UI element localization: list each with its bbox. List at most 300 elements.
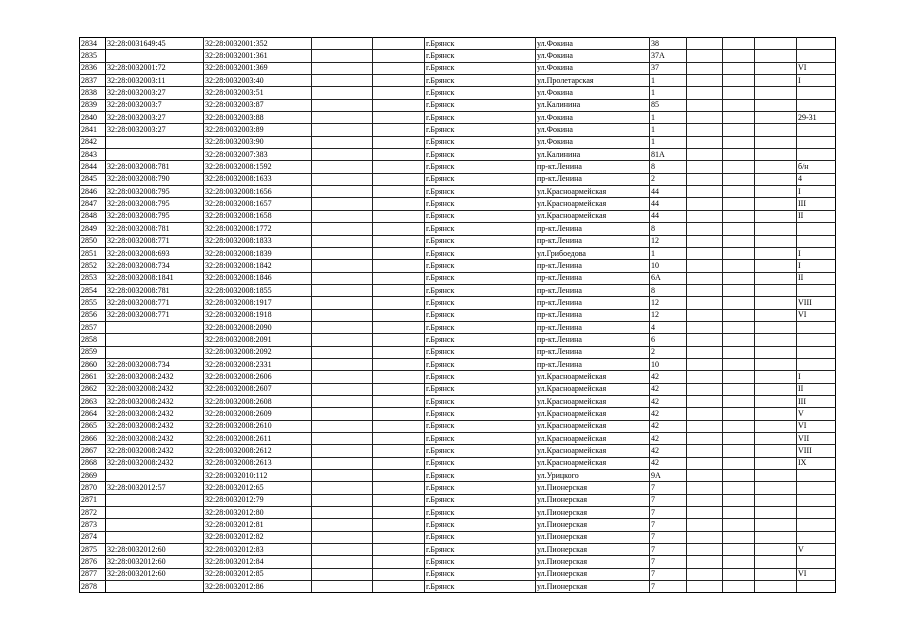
empty-cell: [687, 420, 723, 432]
house-number-cell: 2: [650, 173, 687, 185]
empty-cell: [312, 395, 373, 407]
cadastral-number-cell: 32:28:0032001:369: [204, 62, 312, 74]
empty-cell: [312, 50, 373, 62]
empty-cell: [723, 544, 755, 556]
house-number-cell: 1: [650, 124, 687, 136]
empty-cell: [687, 383, 723, 395]
empty-cell: [312, 38, 373, 50]
table-row: [80, 112, 836, 124]
premises-number-cell: [797, 531, 836, 543]
empty-cell: [312, 297, 373, 309]
parent-cadastral-number-cell: 32:28:0032012:57: [106, 482, 204, 494]
empty-cell: [312, 358, 373, 370]
street-cell: ул.Красноармейская: [536, 395, 650, 407]
empty-cell: [312, 173, 373, 185]
cadastral-number-cell: 32:28:0032008:1918: [204, 309, 312, 321]
table-row: [80, 186, 836, 198]
house-number-cell: 7: [650, 531, 687, 543]
empty-cell: [755, 457, 797, 469]
street-cell: ул.Фокина: [536, 38, 650, 50]
cadastral-number-cell: 32:28:0032008:2607: [204, 383, 312, 395]
row-number-cell: 2853: [80, 272, 106, 284]
empty-cell: [687, 371, 723, 383]
empty-cell: [312, 346, 373, 358]
street-cell: ул.Пионерская: [536, 482, 650, 494]
row-number-cell: 2871: [80, 494, 106, 506]
empty-cell: [312, 272, 373, 284]
empty-cell: [312, 75, 373, 87]
parent-cadastral-number-cell: [106, 136, 204, 148]
premises-number-cell: III: [797, 395, 836, 407]
premises-number-cell: [797, 507, 836, 519]
parent-cadastral-number-cell: 32:28:0032008:1841: [106, 272, 204, 284]
table-row: [80, 235, 836, 247]
empty-cell: [312, 433, 373, 445]
house-number-cell: 42: [650, 408, 687, 420]
empty-cell: [312, 519, 373, 531]
row-number-cell: 2857: [80, 321, 106, 333]
empty-cell: [723, 136, 755, 148]
empty-cell: [755, 383, 797, 395]
empty-cell: [373, 581, 425, 593]
empty-cell: [723, 408, 755, 420]
empty-cell: [373, 445, 425, 457]
house-number-cell: 10: [650, 358, 687, 370]
cadastral-number-cell: 32:28:0032012:79: [204, 494, 312, 506]
empty-cell: [687, 223, 723, 235]
house-number-cell: 7: [650, 482, 687, 494]
city-cell: г.Брянск: [425, 272, 536, 284]
city-cell: г.Брянск: [425, 519, 536, 531]
parent-cadastral-number-cell: 32:28:0032008:693: [106, 247, 204, 259]
empty-cell: [723, 334, 755, 346]
cadastral-number-cell: 32:28:0032012:84: [204, 556, 312, 568]
house-number-cell: 81А: [650, 149, 687, 161]
house-number-cell: 7: [650, 556, 687, 568]
premises-number-cell: VII: [797, 433, 836, 445]
row-number-cell: 2863: [80, 395, 106, 407]
parent-cadastral-number-cell: 32:28:0032008:2432: [106, 408, 204, 420]
row-number-cell: 2841: [80, 124, 106, 136]
city-cell: г.Брянск: [425, 556, 536, 568]
cadastral-number-cell: 32:28:0032008:1656: [204, 186, 312, 198]
empty-cell: [373, 519, 425, 531]
city-cell: г.Брянск: [425, 223, 536, 235]
city-cell: г.Брянск: [425, 235, 536, 247]
empty-cell: [373, 75, 425, 87]
empty-cell: [687, 544, 723, 556]
house-number-cell: 42: [650, 457, 687, 469]
city-cell: г.Брянск: [425, 87, 536, 99]
empty-cell: [373, 482, 425, 494]
row-number-cell: 2861: [80, 371, 106, 383]
empty-cell: [755, 75, 797, 87]
parent-cadastral-number-cell: [106, 494, 204, 506]
street-cell: ул.Пролетарская: [536, 75, 650, 87]
street-cell: ул.Красноармейская: [536, 433, 650, 445]
city-cell: г.Брянск: [425, 284, 536, 296]
street-cell: ул.Красноармейская: [536, 408, 650, 420]
premises-number-cell: [797, 87, 836, 99]
parent-cadastral-number-cell: 32:28:0032008:2432: [106, 445, 204, 457]
street-cell: ул.Калинина: [536, 99, 650, 111]
empty-cell: [755, 581, 797, 593]
empty-cell: [755, 62, 797, 74]
city-cell: г.Брянск: [425, 136, 536, 148]
street-cell: ул.Пионерская: [536, 581, 650, 593]
empty-cell: [312, 457, 373, 469]
empty-cell: [723, 383, 755, 395]
row-number-cell: 2868: [80, 457, 106, 469]
cadastral-number-cell: 32:28:0032008:2092: [204, 346, 312, 358]
cadastral-number-cell: 32:28:0032003:90: [204, 136, 312, 148]
premises-number-cell: V: [797, 408, 836, 420]
table-row: [80, 383, 836, 395]
parent-cadastral-number-cell: 32:28:0032003:27: [106, 112, 204, 124]
row-number-cell: 2862: [80, 383, 106, 395]
empty-cell: [723, 395, 755, 407]
empty-cell: [312, 321, 373, 333]
row-number-cell: 2867: [80, 445, 106, 457]
parent-cadastral-number-cell: 32:28:0032008:734: [106, 358, 204, 370]
empty-cell: [687, 124, 723, 136]
empty-cell: [723, 149, 755, 161]
cadastral-number-cell: 32:28:0032008:1833: [204, 235, 312, 247]
city-cell: г.Брянск: [425, 568, 536, 580]
premises-number-cell: IX: [797, 457, 836, 469]
table-row: [80, 272, 836, 284]
empty-cell: [723, 494, 755, 506]
empty-cell: [373, 395, 425, 407]
cadastral-number-cell: 32:28:0032001:361: [204, 50, 312, 62]
empty-cell: [312, 62, 373, 74]
table-row: [80, 223, 836, 235]
table-row: [80, 136, 836, 148]
house-number-cell: 37А: [650, 50, 687, 62]
empty-cell: [755, 223, 797, 235]
empty-cell: [312, 124, 373, 136]
empty-cell: [373, 433, 425, 445]
empty-cell: [687, 334, 723, 346]
empty-cell: [755, 173, 797, 185]
empty-cell: [687, 482, 723, 494]
house-number-cell: 7: [650, 544, 687, 556]
cadastral-number-cell: 32:28:0032008:2606: [204, 371, 312, 383]
row-number-cell: 2854: [80, 284, 106, 296]
empty-cell: [755, 568, 797, 580]
row-number-cell: 2856: [80, 309, 106, 321]
empty-cell: [723, 531, 755, 543]
house-number-cell: 12: [650, 309, 687, 321]
empty-cell: [373, 371, 425, 383]
cadastral-number-cell: 32:28:0032008:1846: [204, 272, 312, 284]
empty-cell: [687, 210, 723, 222]
premises-number-cell: [797, 136, 836, 148]
empty-cell: [687, 297, 723, 309]
cadastral-number-cell: 32:28:0032001:352: [204, 38, 312, 50]
empty-cell: [312, 87, 373, 99]
city-cell: г.Брянск: [425, 581, 536, 593]
house-number-cell: 6А: [650, 272, 687, 284]
parent-cadastral-number-cell: 32:28:0032008:781: [106, 223, 204, 235]
empty-cell: [373, 223, 425, 235]
table-row: [80, 297, 836, 309]
city-cell: г.Брянск: [425, 470, 536, 482]
premises-number-cell: [797, 334, 836, 346]
empty-cell: [687, 136, 723, 148]
empty-cell: [687, 470, 723, 482]
city-cell: г.Брянск: [425, 124, 536, 136]
empty-cell: [687, 408, 723, 420]
empty-cell: [373, 420, 425, 432]
parent-cadastral-number-cell: 32:28:0032008:2432: [106, 420, 204, 432]
empty-cell: [373, 247, 425, 259]
city-cell: г.Брянск: [425, 75, 536, 87]
premises-number-cell: [797, 149, 836, 161]
empty-cell: [687, 284, 723, 296]
house-number-cell: 1: [650, 247, 687, 259]
street-cell: ул.Грибоедова: [536, 247, 650, 259]
parent-cadastral-number-cell: 32:28:0032008:734: [106, 260, 204, 272]
parent-cadastral-number-cell: 32:28:0032008:2432: [106, 383, 204, 395]
table-row: [80, 408, 836, 420]
empty-cell: [312, 210, 373, 222]
row-number-cell: 2838: [80, 87, 106, 99]
row-number-cell: 2878: [80, 581, 106, 593]
cadastral-number-cell: 32:28:0032012:82: [204, 531, 312, 543]
empty-cell: [755, 136, 797, 148]
empty-cell: [373, 309, 425, 321]
parent-cadastral-number-cell: 32:28:0032012:60: [106, 556, 204, 568]
empty-cell: [687, 568, 723, 580]
empty-cell: [373, 507, 425, 519]
empty-cell: [723, 186, 755, 198]
empty-cell: [312, 445, 373, 457]
city-cell: г.Брянск: [425, 210, 536, 222]
city-cell: г.Брянск: [425, 149, 536, 161]
empty-cell: [373, 568, 425, 580]
empty-cell: [373, 99, 425, 111]
parent-cadastral-number-cell: 32:28:0032008:2432: [106, 371, 204, 383]
row-number-cell: 2859: [80, 346, 106, 358]
cadastral-number-cell: 32:28:0032012:65: [204, 482, 312, 494]
city-cell: г.Брянск: [425, 358, 536, 370]
parent-cadastral-number-cell: [106, 346, 204, 358]
parent-cadastral-number-cell: 32:28:0031649:45: [106, 38, 204, 50]
empty-cell: [755, 395, 797, 407]
empty-cell: [723, 519, 755, 531]
table-row: [80, 482, 836, 494]
street-cell: пр-кт.Ленина: [536, 346, 650, 358]
cadastral-number-cell: 32:28:0032012:83: [204, 544, 312, 556]
table-row: [80, 149, 836, 161]
premises-number-cell: [797, 124, 836, 136]
premises-number-cell: [797, 556, 836, 568]
premises-number-cell: [797, 581, 836, 593]
table-row: [80, 544, 836, 556]
street-cell: ул.Урицкого: [536, 470, 650, 482]
street-cell: ул.Калинина: [536, 149, 650, 161]
cadastral-number-cell: 32:28:0032008:2613: [204, 457, 312, 469]
empty-cell: [687, 445, 723, 457]
empty-cell: [723, 358, 755, 370]
cadastral-number-cell: 32:28:0032008:1658: [204, 210, 312, 222]
empty-cell: [312, 408, 373, 420]
city-cell: г.Брянск: [425, 309, 536, 321]
city-cell: г.Брянск: [425, 321, 536, 333]
cadastral-number-cell: 32:28:0032003:51: [204, 87, 312, 99]
cadastral-number-cell: 32:28:0032012:86: [204, 581, 312, 593]
empty-cell: [687, 494, 723, 506]
empty-cell: [755, 198, 797, 210]
empty-cell: [312, 334, 373, 346]
city-cell: г.Брянск: [425, 482, 536, 494]
empty-cell: [755, 284, 797, 296]
cadastral-number-cell: 32:28:0032008:2091: [204, 334, 312, 346]
parent-cadastral-number-cell: [106, 470, 204, 482]
cadastral-number-cell: 32:28:0032008:1917: [204, 297, 312, 309]
empty-cell: [755, 124, 797, 136]
house-number-cell: 9А: [650, 470, 687, 482]
empty-cell: [312, 99, 373, 111]
empty-cell: [312, 556, 373, 568]
street-cell: ул.Пионерская: [536, 519, 650, 531]
street-cell: ул.Красноармейская: [536, 445, 650, 457]
empty-cell: [373, 358, 425, 370]
empty-cell: [687, 358, 723, 370]
cadastral-number-cell: 32:28:0032010:112: [204, 470, 312, 482]
city-cell: г.Брянск: [425, 173, 536, 185]
house-number-cell: 85: [650, 99, 687, 111]
empty-cell: [755, 260, 797, 272]
table-row: [80, 568, 836, 580]
house-number-cell: 38: [650, 38, 687, 50]
empty-cell: [687, 198, 723, 210]
row-number-cell: 2872: [80, 507, 106, 519]
row-number-cell: 2873: [80, 519, 106, 531]
table-row: [80, 38, 836, 50]
empty-cell: [312, 284, 373, 296]
premises-number-cell: [797, 519, 836, 531]
empty-cell: [373, 87, 425, 99]
cadastral-number-cell: 32:28:0032008:2090: [204, 321, 312, 333]
premises-number-cell: I: [797, 247, 836, 259]
house-number-cell: 44: [650, 186, 687, 198]
row-number-cell: 2851: [80, 247, 106, 259]
empty-cell: [373, 470, 425, 482]
row-number-cell: 2874: [80, 531, 106, 543]
empty-cell: [755, 445, 797, 457]
empty-cell: [723, 470, 755, 482]
empty-cell: [687, 186, 723, 198]
empty-cell: [312, 420, 373, 432]
cadastral-number-cell: 32:28:0032008:1842: [204, 260, 312, 272]
premises-number-cell: II: [797, 210, 836, 222]
city-cell: г.Брянск: [425, 198, 536, 210]
street-cell: ул.Пионерская: [536, 494, 650, 506]
house-number-cell: 7: [650, 581, 687, 593]
empty-cell: [312, 581, 373, 593]
row-number-cell: 2875: [80, 544, 106, 556]
street-cell: пр-кт.Ленина: [536, 272, 650, 284]
cadastral-number-cell: 32:28:0032008:2612: [204, 445, 312, 457]
empty-cell: [373, 272, 425, 284]
street-cell: ул.Фокина: [536, 124, 650, 136]
table-row: [80, 210, 836, 222]
row-number-cell: 2847: [80, 198, 106, 210]
empty-cell: [687, 112, 723, 124]
empty-cell: [687, 87, 723, 99]
empty-cell: [755, 149, 797, 161]
empty-cell: [723, 198, 755, 210]
premises-number-cell: [797, 482, 836, 494]
table-row: [80, 531, 836, 543]
empty-cell: [755, 420, 797, 432]
empty-cell: [755, 87, 797, 99]
house-number-cell: 42: [650, 371, 687, 383]
premises-number-cell: 4: [797, 173, 836, 185]
street-cell: пр-кт.Ленина: [536, 321, 650, 333]
row-number-cell: 2837: [80, 75, 106, 87]
house-number-cell: 37: [650, 62, 687, 74]
empty-cell: [373, 297, 425, 309]
city-cell: г.Брянск: [425, 494, 536, 506]
parent-cadastral-number-cell: 32:28:0032012:60: [106, 544, 204, 556]
street-cell: ул.Пионерская: [536, 556, 650, 568]
premises-number-cell: [797, 223, 836, 235]
street-cell: пр-кт.Ленина: [536, 173, 650, 185]
table-row: [80, 581, 836, 593]
city-cell: г.Брянск: [425, 531, 536, 543]
street-cell: ул.Красноармейская: [536, 371, 650, 383]
house-number-cell: 8: [650, 284, 687, 296]
city-cell: г.Брянск: [425, 395, 536, 407]
parent-cadastral-number-cell: [106, 581, 204, 593]
row-number-cell: 2848: [80, 210, 106, 222]
house-number-cell: 4: [650, 321, 687, 333]
empty-cell: [723, 260, 755, 272]
empty-cell: [373, 284, 425, 296]
city-cell: г.Брянск: [425, 346, 536, 358]
street-cell: ул.Пионерская: [536, 568, 650, 580]
table-row: [80, 87, 836, 99]
empty-cell: [723, 38, 755, 50]
empty-cell: [755, 38, 797, 50]
empty-cell: [687, 235, 723, 247]
empty-cell: [687, 457, 723, 469]
table-row: [80, 346, 836, 358]
empty-cell: [373, 457, 425, 469]
row-number-cell: 2845: [80, 173, 106, 185]
parent-cadastral-number-cell: [106, 519, 204, 531]
table-row: [80, 519, 836, 531]
empty-cell: [723, 321, 755, 333]
row-number-cell: 2860: [80, 358, 106, 370]
table-row: [80, 161, 836, 173]
empty-cell: [755, 50, 797, 62]
empty-cell: [373, 50, 425, 62]
row-number-cell: 2834: [80, 38, 106, 50]
empty-cell: [312, 568, 373, 580]
street-cell: пр-кт.Ленина: [536, 358, 650, 370]
cadastral-number-cell: 32:28:0032008:1772: [204, 223, 312, 235]
empty-cell: [723, 223, 755, 235]
empty-cell: [755, 544, 797, 556]
house-number-cell: 42: [650, 383, 687, 395]
table-row: [80, 284, 836, 296]
empty-cell: [723, 173, 755, 185]
empty-cell: [755, 99, 797, 111]
